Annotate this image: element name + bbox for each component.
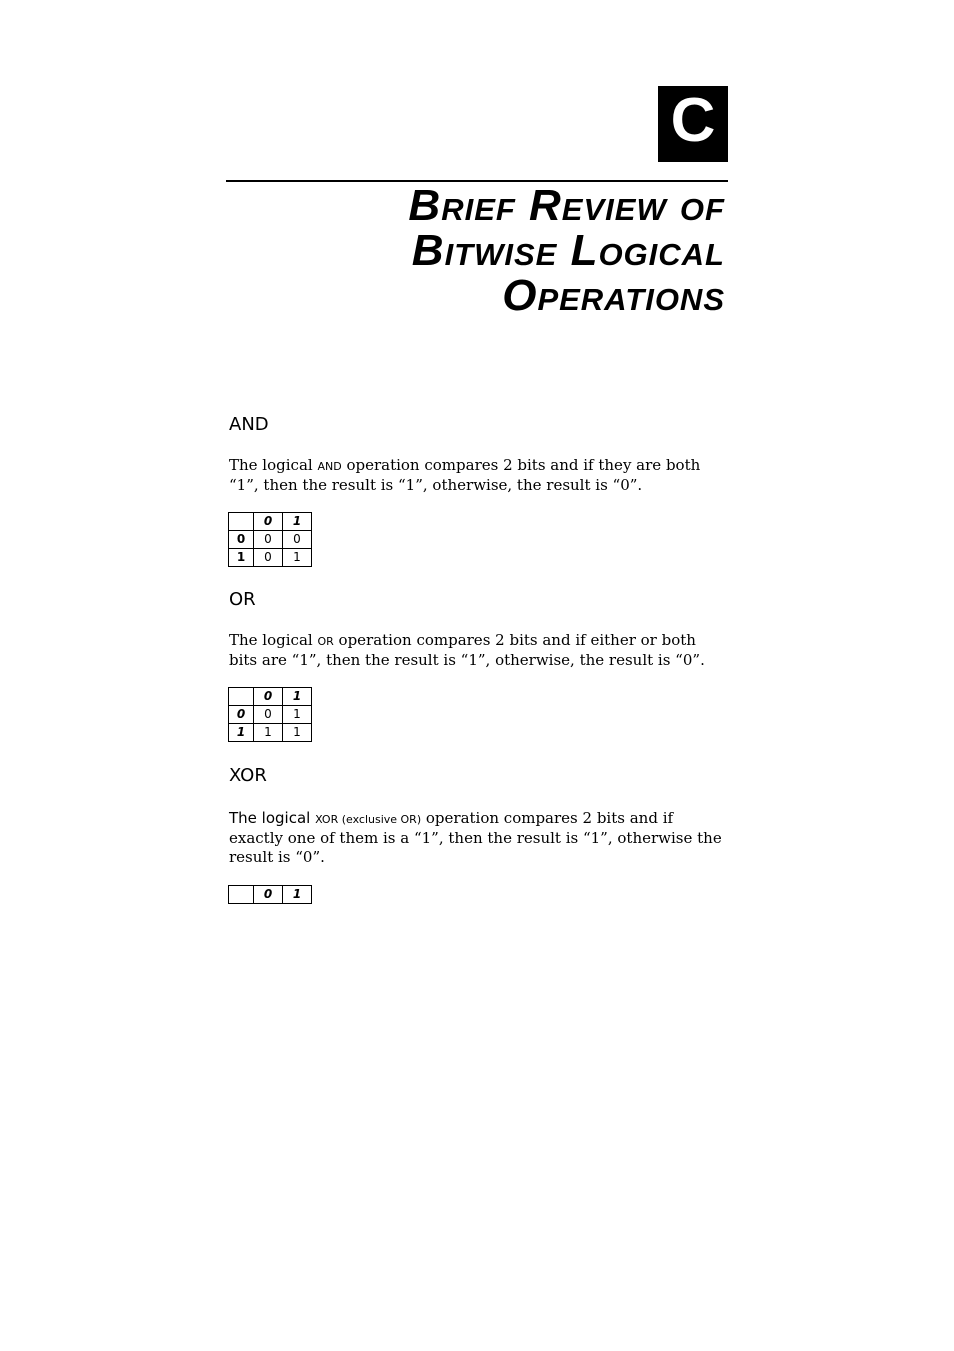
and-heading: AND [229, 414, 269, 435]
table-cell: 0 [254, 549, 283, 567]
xor-text-3: exactly one of them is a “1”, then the result is “1”, otherwise the [229, 829, 722, 847]
xor-text-2: operation compares 2 bits and if [421, 809, 674, 827]
or-truth-table [228, 687, 312, 742]
xor-heading: XOR [229, 765, 267, 786]
or-op-label: OR [317, 635, 334, 648]
xor-op-label: XOR (exclusive OR) [315, 813, 422, 826]
table-cell: 1 [254, 724, 283, 742]
table-cell: 0 [254, 531, 283, 549]
or-text-1: The logical [229, 631, 318, 649]
xor-truth-table [228, 885, 312, 904]
table-cell: 1 [283, 549, 312, 567]
chapter-title-line-3: Operations [502, 271, 725, 320]
chapter-letter-box: C [658, 86, 728, 162]
xor-description [229, 809, 729, 867]
or-heading: OR [229, 589, 256, 610]
table-corner-cell [229, 513, 254, 531]
table-row-header: 0 [229, 531, 254, 549]
table-col-header: 1 [283, 513, 312, 531]
table-cell: 1 [283, 724, 312, 742]
table-row-header: 1 [229, 549, 254, 567]
table-row [229, 531, 312, 549]
table-header-row [229, 688, 312, 706]
and-text-2: operation compares 2 bits and if they are both [341, 456, 701, 474]
or-text-2: operation compares 2 bits and if either or both [333, 631, 696, 649]
table-row [229, 724, 312, 742]
table-row-header: 0 [229, 706, 254, 724]
table-col-header: 0 [254, 886, 283, 904]
xor-text-1: The logical [229, 809, 316, 827]
table-header-row [229, 513, 312, 531]
or-description [229, 631, 729, 670]
and-text-1: The logical [229, 456, 318, 474]
table-row [229, 706, 312, 724]
chapter-title-line-1: Brief Review of [408, 181, 725, 230]
table-corner-cell [229, 886, 254, 904]
xor-section [229, 765, 729, 787]
chapter-title [300, 183, 725, 318]
and-truth-table [228, 512, 312, 567]
and-section [229, 414, 729, 436]
table-row-header: 1 [229, 724, 254, 742]
or-section [229, 589, 729, 611]
and-description [229, 456, 729, 495]
table-cell: 0 [254, 706, 283, 724]
table-col-header: 1 [283, 688, 312, 706]
table-col-header: 0 [254, 688, 283, 706]
chapter-title-line-2: Bitwise Logical [411, 226, 725, 275]
and-op-label: AND [317, 460, 342, 473]
table-col-header: 0 [254, 513, 283, 531]
table-col-header: 1 [283, 886, 312, 904]
table-corner-cell [229, 688, 254, 706]
table-cell: 1 [283, 706, 312, 724]
table-header-row [229, 886, 312, 904]
xor-text-4: result is “0”. [229, 848, 325, 866]
table-row [229, 549, 312, 567]
and-text-3: “1”, then the result is “1”, otherwise, the result is “0”. [229, 476, 643, 494]
table-cell: 0 [283, 531, 312, 549]
or-text-3: bits are “1”, then the result is “1”, otherwise, the result is “0”. [229, 651, 705, 669]
